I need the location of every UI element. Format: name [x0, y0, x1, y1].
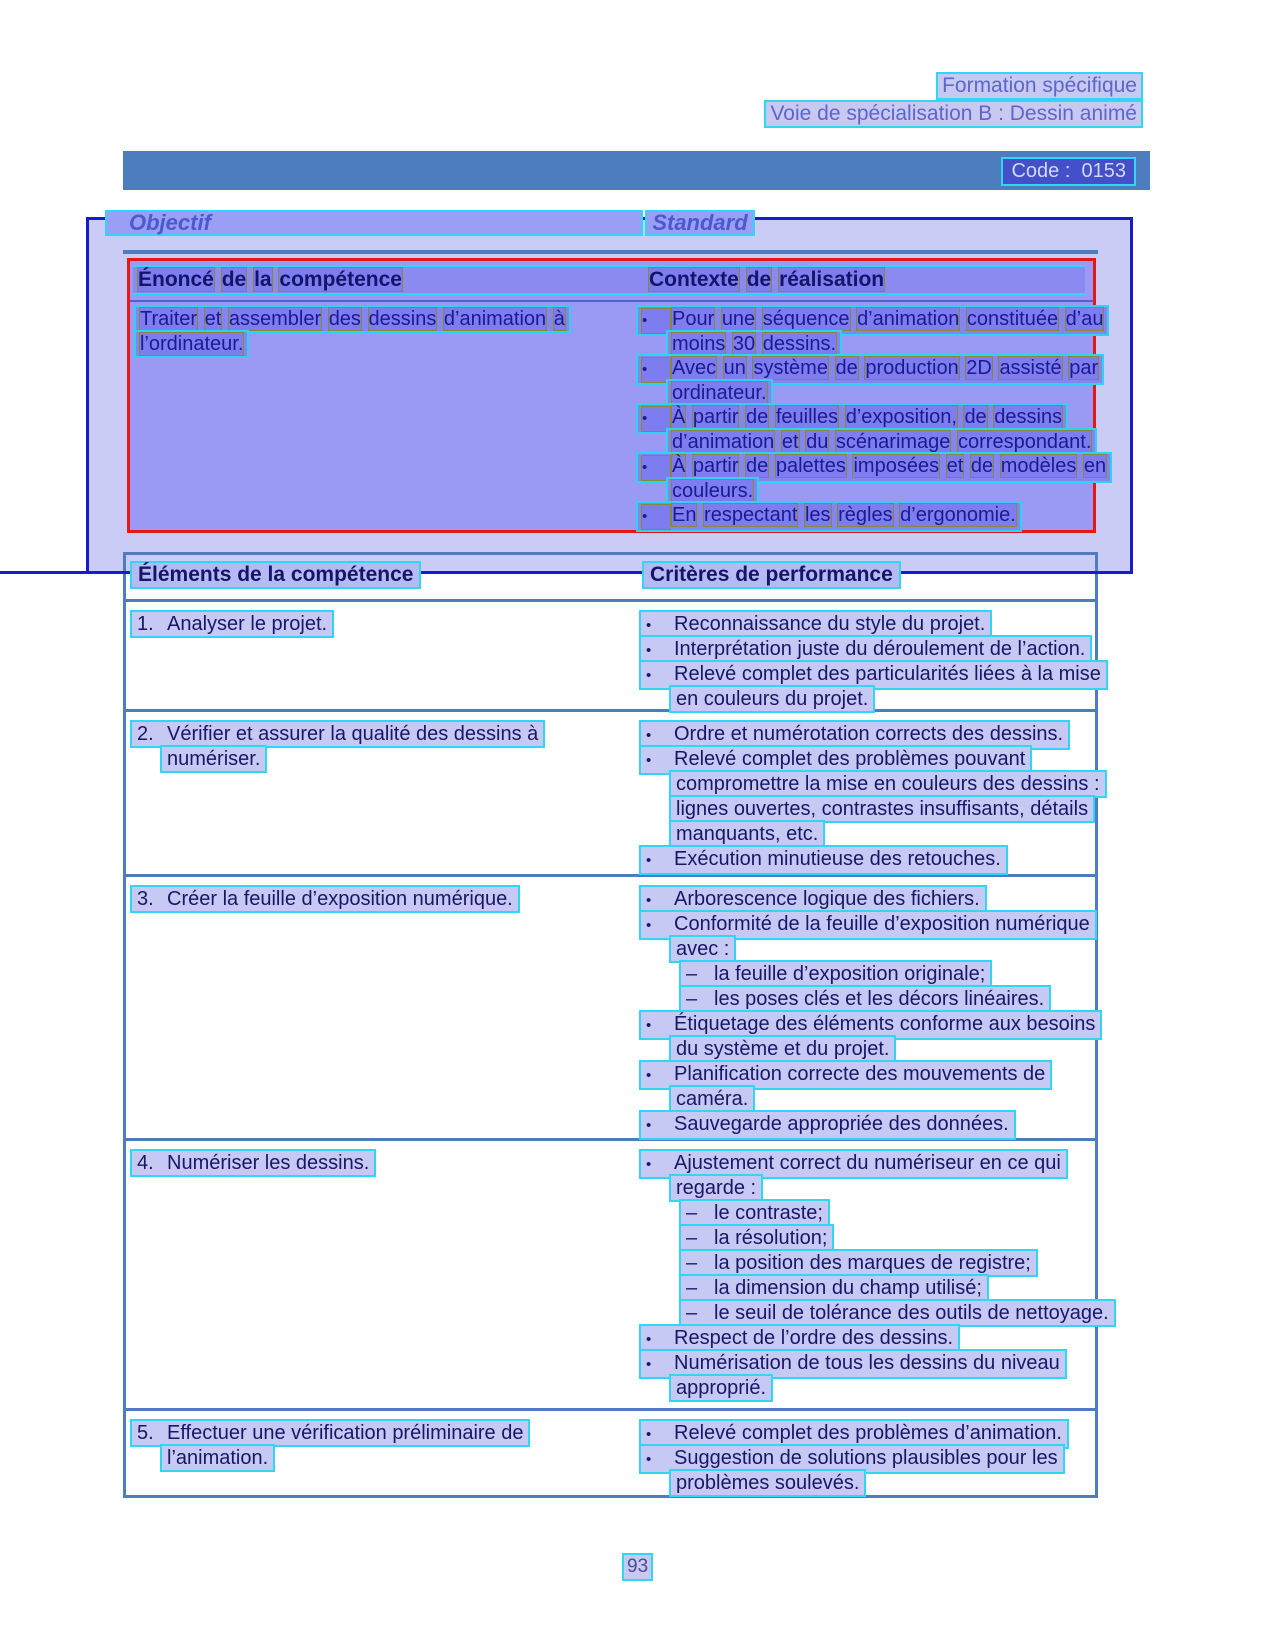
highlight: l’animation. [160, 1444, 275, 1472]
header-line-voie [764, 100, 1143, 128]
text-line [679, 1249, 1097, 1274]
code-badge: Code : 0153 [1001, 157, 1136, 186]
bullet-icon: • [646, 1451, 652, 1468]
element-cell [130, 720, 635, 770]
dash-icon: – [686, 1227, 698, 1249]
bullet-icon: • [646, 752, 652, 769]
highlight: • Reconnaissance du style du projet. [639, 610, 992, 640]
enonce-contexte-box [127, 258, 1107, 533]
bullet-icon: • [641, 504, 671, 530]
word-highlight: d’au [1065, 308, 1104, 330]
text-line [639, 660, 1101, 685]
text-line [669, 770, 1100, 795]
word-highlight: assisté [999, 357, 1062, 379]
bullet-icon: • [646, 1117, 652, 1134]
criteria-cell [639, 720, 1100, 870]
highlight: • Relevé complet des problèmes pouvant [639, 745, 1032, 775]
text-line [639, 1149, 1097, 1174]
item-number: 5. [137, 1422, 154, 1444]
highlight: • Suggestion de solutions plausibles pour les [639, 1444, 1065, 1474]
word-highlight: modèles [1000, 455, 1077, 477]
bullet-icon: • [641, 308, 671, 334]
dash-icon: – [686, 1277, 698, 1299]
word-highlight: ordinateur. [672, 381, 767, 404]
highlight: – la dimension du champ utilisé; [679, 1274, 989, 1302]
text-line [130, 1419, 635, 1444]
word-highlight: de [964, 406, 987, 428]
dash-icon: – [686, 1252, 698, 1274]
text-line [636, 403, 1096, 428]
highlight: numériser. [160, 745, 267, 773]
highlight: • Exécution minutieuse des retouches. [639, 845, 1008, 875]
contexte-cell [636, 305, 1107, 526]
highlight: • Relevé complet des problèmes d’animation. [639, 1419, 1069, 1449]
page-number [622, 1553, 653, 1581]
item-number: 1. [137, 613, 154, 635]
text-line [679, 1199, 1097, 1224]
text-line [636, 305, 1104, 330]
bullet-icon: • [646, 1331, 652, 1348]
text-line [134, 305, 602, 330]
highlight: – la feuille d’exposition originale; [679, 960, 992, 988]
dash-icon: – [686, 1302, 698, 1324]
text-line [134, 330, 602, 355]
word-highlight: d’ergonomie. [900, 504, 1016, 526]
objectif-label: Objectif [129, 210, 211, 235]
highlight: • Conformité de la feuille d’exposition numérique [639, 910, 1097, 940]
bullet-icon: • [646, 1067, 652, 1084]
word-highlight: respectant [704, 504, 798, 526]
text-line [160, 745, 635, 770]
bullet-icon: • [646, 642, 652, 659]
bullet-icon: • [646, 1356, 652, 1373]
item-number: 2. [137, 723, 154, 745]
word-highlight: système [753, 357, 828, 379]
highlight [134, 330, 249, 358]
word-highlight: de [221, 268, 247, 291]
text-line [639, 845, 1097, 870]
highlight: Formation spécifique [936, 72, 1143, 100]
word-highlight: de [835, 357, 858, 379]
highlight: • Interprétation juste du déroulement de l’action. [639, 635, 1092, 665]
bullet-icon: • [646, 1426, 652, 1443]
word-highlight: à [553, 308, 565, 330]
word-highlight: la [254, 268, 272, 291]
text-line [639, 610, 1097, 635]
elements-column-header: Éléments de la compétence [130, 561, 421, 589]
highlight: avec : [669, 935, 736, 963]
text-line [130, 885, 635, 910]
text-line [639, 745, 1097, 770]
table-row [126, 712, 1100, 877]
table-row [126, 602, 1101, 712]
contexte-column-header [648, 268, 885, 292]
table-row [126, 877, 1095, 1141]
bullet-icon: • [641, 406, 671, 432]
word-highlight: l’ordinateur. [140, 332, 244, 355]
table-top-border [123, 250, 1098, 254]
standard-header [645, 210, 755, 236]
word-highlight: moins [672, 332, 726, 355]
word-highlight: de [970, 455, 994, 477]
word-highlight: en [1083, 455, 1107, 477]
header-line-formation [936, 72, 1143, 100]
word-highlight: d’animation [443, 308, 547, 330]
highlight: en couleurs du projet. [669, 685, 875, 713]
highlight: 4. Numériser les dessins. [130, 1149, 376, 1177]
word-highlight: couleurs. [672, 479, 754, 502]
word-highlight: dessins [368, 308, 437, 330]
table-row [126, 1141, 1109, 1411]
text-line [679, 1224, 1097, 1249]
word-highlight: partir [692, 455, 739, 477]
word-highlight: par [1069, 357, 1099, 379]
word-highlight: Pour [672, 308, 715, 330]
criteres-column-header: Critères de performance [642, 561, 901, 589]
word-highlight: palettes [775, 455, 846, 477]
word-highlight: et [781, 430, 799, 453]
bullet-icon: • [646, 1017, 652, 1034]
enonce-column-header [137, 268, 403, 292]
word-highlight: scénarimage [835, 430, 951, 453]
text-line [669, 795, 1097, 820]
highlight: – la résolution; [679, 1224, 834, 1252]
item-number: 4. [137, 1152, 154, 1174]
highlight: • Numérisation de tous les dessins du niveau [639, 1349, 1067, 1379]
text-line [160, 1444, 635, 1469]
word-highlight: et [204, 308, 222, 330]
word-highlight: production [865, 357, 959, 379]
word-highlight: dessins [994, 406, 1063, 428]
standard-label: Standard [652, 210, 748, 235]
text-line [639, 885, 1097, 910]
text-line [130, 1149, 635, 1174]
bullet-icon: • [646, 617, 652, 634]
word-highlight: d’exposition, [845, 406, 957, 428]
bullet-icon: • [646, 727, 652, 744]
bullet-icon: • [646, 1156, 652, 1173]
text-line [639, 635, 1097, 660]
word-highlight: À [672, 406, 686, 428]
highlight: lignes ouvertes, contrastes insuffisants, détails [669, 795, 1095, 823]
text-line [679, 960, 1097, 985]
word-highlight: 2D [966, 357, 992, 379]
text-line [639, 1324, 1097, 1349]
text-line [130, 610, 635, 635]
word-highlight: À [672, 455, 686, 477]
text-line [636, 354, 1099, 379]
word-highlight: correspondant. [958, 430, 1092, 453]
highlight: • Planification correcte des mouvements de [639, 1060, 1052, 1090]
word-highlight: Contexte [649, 268, 739, 291]
highlight: Voie de spécialisation B : Dessin animé [764, 100, 1143, 128]
table-row [126, 1411, 1095, 1495]
highlight: • Ordre et numérotation corrects des dessins. [639, 720, 1070, 750]
text-line [639, 910, 1097, 935]
word-highlight: partir [692, 406, 739, 428]
word-highlight: feuilles [775, 406, 839, 428]
highlight: • Étiquetage des éléments conforme aux besoins [639, 1010, 1102, 1040]
text-line [639, 1349, 1097, 1374]
highlight: regarde : [669, 1174, 763, 1202]
highlight: – la position des marques de registre; [679, 1249, 1038, 1277]
text-line [639, 1060, 1097, 1085]
highlight: approprié. [669, 1374, 773, 1402]
text-line [666, 428, 1096, 453]
word-highlight: et [946, 455, 964, 477]
element-cell [130, 885, 635, 910]
enonce-cell [134, 305, 602, 354]
highlight [636, 501, 1022, 532]
highlight: • Sauvegarde appropriée des données. [639, 1110, 1016, 1140]
text-line [639, 1444, 1097, 1469]
highlight: • Respect de l’ordre des dessins. [639, 1324, 960, 1354]
word-highlight: des [328, 308, 361, 330]
elements-criteres-table [123, 552, 1109, 1498]
word-highlight: Énoncé [138, 268, 214, 291]
word-highlight: un [723, 357, 746, 379]
criteria-cell [639, 1149, 1109, 1399]
bullet-icon: • [646, 667, 652, 684]
word-highlight: les [804, 504, 831, 526]
word-highlight: de [746, 455, 769, 477]
word-highlight: Traiter [140, 308, 198, 330]
text-line [639, 1010, 1097, 1035]
criteria-cell [639, 1419, 1097, 1494]
dash-icon: – [686, 963, 698, 985]
text-line [636, 452, 1107, 477]
word-highlight: Avec [672, 357, 717, 379]
word-highlight: dessins. [762, 332, 837, 355]
highlight: manquants, etc. [669, 820, 825, 848]
element-cell [130, 610, 635, 635]
element-cell [130, 1149, 635, 1174]
header-divider [130, 300, 1093, 302]
item-number: 3. [137, 888, 154, 910]
highlight: – le seuil de tolérance des outils de nettoyage. [679, 1299, 1116, 1327]
text-line [679, 985, 1097, 1010]
word-highlight: d’animation [672, 430, 775, 453]
word-highlight: règles [838, 504, 893, 526]
bullet-icon: • [641, 357, 671, 383]
highlight: caméra. [669, 1085, 755, 1113]
highlight: • Relevé complet des particularités liées à la mise [639, 660, 1108, 690]
word-highlight: réalisation [779, 268, 885, 291]
bullet-icon: • [646, 852, 652, 869]
word-highlight: de [746, 406, 769, 428]
highlight: 3. Créer la feuille d’exposition numérique. [130, 885, 520, 913]
title-bar [123, 151, 1150, 190]
word-highlight: 30 [732, 332, 756, 355]
word-highlight: imposées [853, 455, 940, 477]
highlight: problèmes soulevés. [669, 1469, 866, 1497]
bullet-icon: • [646, 917, 652, 934]
highlight: 1. Analyser le projet. [130, 610, 334, 638]
highlight: – les poses clés et les décors linéaires. [679, 985, 1051, 1013]
dash-icon: – [686, 1202, 698, 1224]
text-line [639, 1419, 1097, 1444]
word-highlight: séquence [762, 308, 850, 330]
table-body [126, 602, 1109, 1495]
text-line [636, 501, 1096, 526]
criteria-cell [639, 885, 1097, 1135]
text-line [639, 1110, 1097, 1135]
word-highlight: de [746, 268, 772, 291]
word-highlight: En [672, 504, 697, 526]
text-line [679, 1274, 1097, 1299]
highlight: 93 [622, 1553, 653, 1581]
text-line [669, 820, 1097, 845]
highlight: • Ajustement correct du numériseur en ce qui [639, 1149, 1068, 1179]
word-highlight: constituée [966, 308, 1059, 330]
bullet-icon: • [646, 892, 652, 909]
highlight: 2. Vérifier et assurer la qualité des dessins à [130, 720, 545, 748]
dash-icon: – [686, 988, 698, 1010]
highlight: – le contraste; [679, 1199, 830, 1227]
word-highlight: compétence [279, 268, 402, 291]
word-highlight: d’animation [857, 308, 960, 330]
element-cell [130, 1419, 635, 1469]
bullet-icon: • [641, 455, 671, 481]
highlight: compromettre la mise en couleurs des dessins : [669, 770, 1107, 798]
word-highlight: assembler [228, 308, 322, 330]
highlight: 5. Effectuer une vérification préliminaire de [130, 1419, 530, 1447]
text-line [130, 720, 635, 745]
word-highlight: du [806, 430, 829, 453]
highlight: du système et du projet. [669, 1035, 896, 1063]
objectif-header [105, 210, 643, 236]
criteria-cell [639, 610, 1101, 710]
text-line [639, 720, 1097, 745]
enonce-header-row [133, 265, 1085, 295]
highlight: • Arborescence logique des fichiers. [639, 885, 987, 915]
word-highlight: une [721, 308, 756, 330]
text-line [679, 1299, 1109, 1324]
